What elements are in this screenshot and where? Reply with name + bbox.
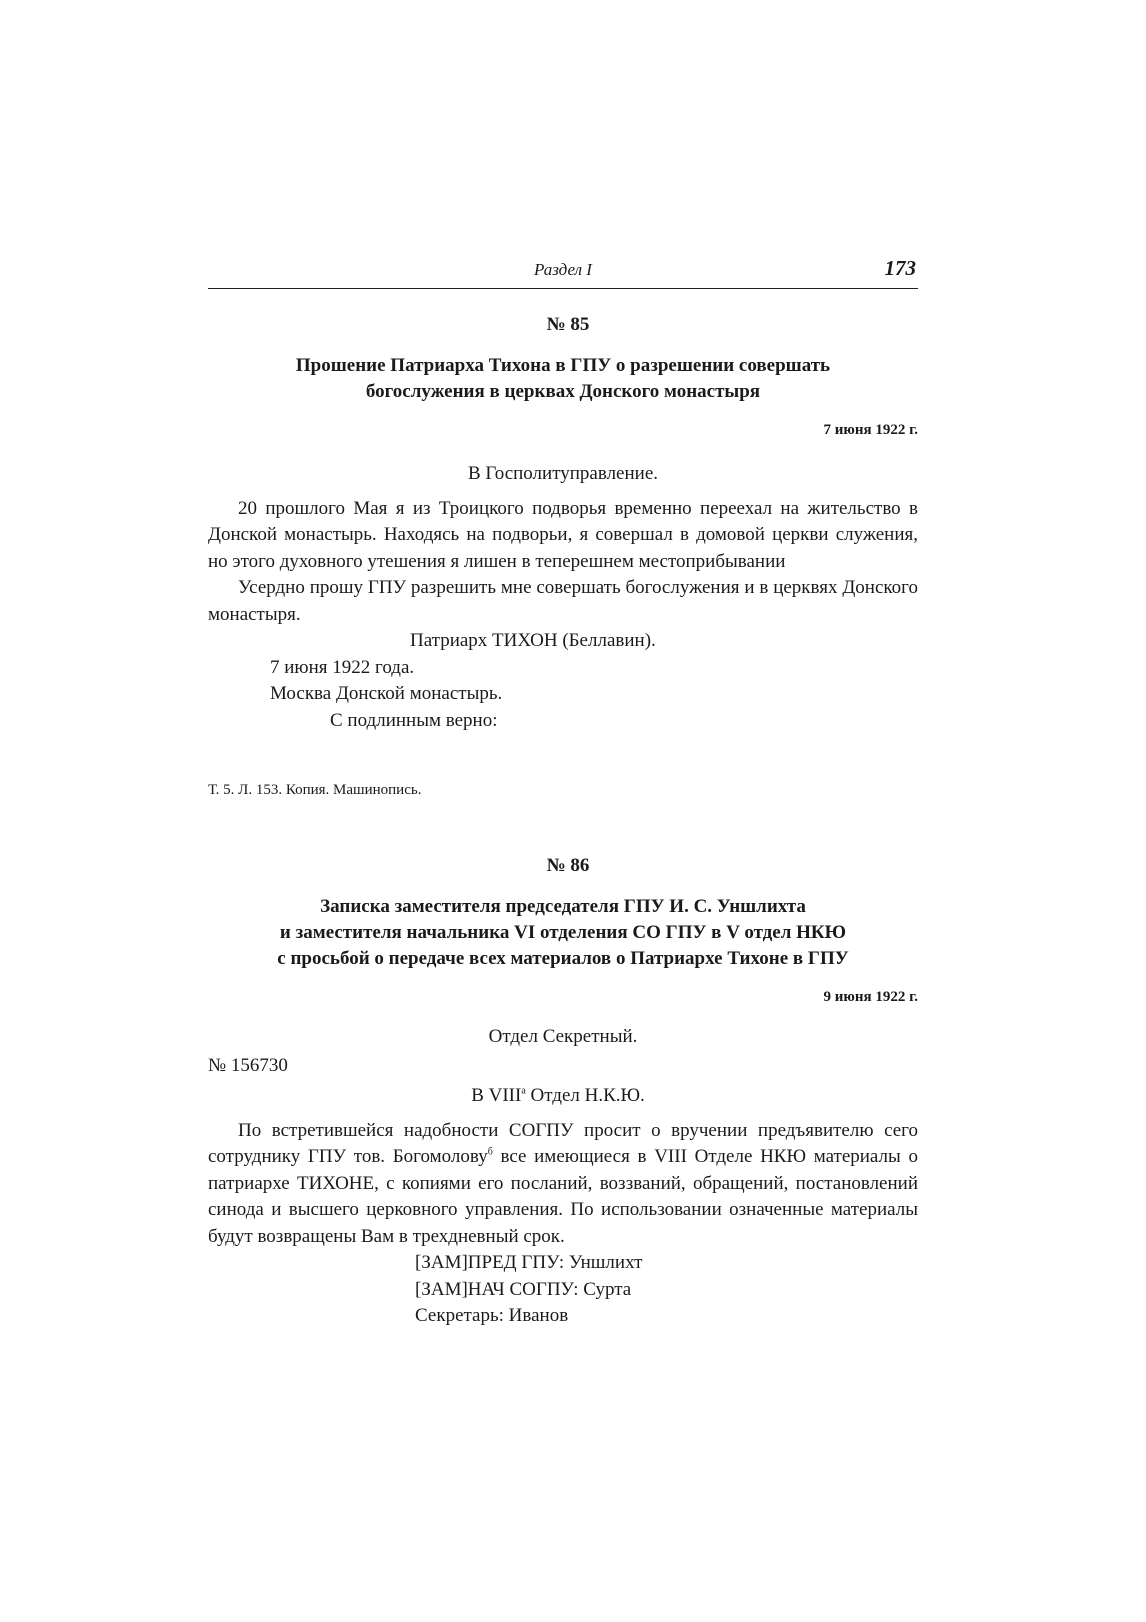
doc-title-line: Прошение Патриарха Тихона в ГПУ о разрешении совершать (295, 355, 831, 376)
signature: Патриарх ТИХОН (Беллавин). (410, 630, 656, 651)
signature: [ЗАМ]ПРЕД ГПУ: Уншлихт (415, 1252, 643, 1273)
footnote-marker: а (521, 1085, 526, 1097)
paragraph: 20 прошлого Мая я из Троицкого подворья временно переехал на жительство в Донской монастырь. Находясь на подворьи, я совершал в домовой церкви служения, но этого духовного утешения я лишен в теперешнем местоприбывании (208, 497, 918, 572)
doc-date: 9 июня 1922 г. (823, 989, 918, 1005)
doc-number: № 85 (546, 314, 590, 335)
doc-title-line: богослужения в церквах Донского монастыря (365, 381, 761, 402)
footnote-marker: б (487, 1146, 493, 1158)
page-number: 173 (884, 256, 916, 280)
addressee: В Госполитуправление. (467, 463, 659, 484)
doc-title-line: и заместителя начальника VI отделения СО ГПУ в V отдел НКЮ (279, 922, 847, 943)
doc-date: 7 июня 1922 г. (823, 422, 918, 438)
paragraph: Усердно прошу ГПУ разрешить мне совершать богослужения и в церквях Донского монастыря. (208, 577, 918, 625)
doc-title (208, 894, 918, 972)
doc-title (208, 353, 918, 405)
sign-place: Москва Донской монастырь. (270, 683, 503, 704)
running-header (208, 250, 918, 289)
document-85 (208, 314, 918, 799)
section-label: Раздел I (534, 260, 592, 279)
paragraph-text: По встретившейся надобности СОГПУ просит о вручении предъявителю сего сотруднику ГПУ тов. Богомолову (208, 1119, 918, 1167)
addressee-text: В VIII (471, 1085, 522, 1106)
document-86 (208, 855, 918, 1330)
sign-date: 7 июня 1922 года. (270, 656, 415, 678)
paragraph (208, 1118, 918, 1251)
source-note: Т. 5. Л. 153. Копия. Машинопись. (208, 782, 422, 798)
signature: [ЗАМ]НАЧ СОГПУ: Сурта (415, 1278, 632, 1300)
addressee (198, 1083, 918, 1110)
doc-body (208, 461, 918, 734)
registration-number: № 156730 (208, 1054, 288, 1076)
department-label: Отдел Секретный. (488, 1026, 638, 1047)
addressee-text: Отдел Н.К.Ю. (525, 1085, 645, 1106)
doc-title-line: с просьбой о передаче всех материалов о Патриархе Тихоне в ГПУ (277, 948, 849, 969)
doc-number: № 86 (546, 855, 590, 876)
document-page (208, 250, 918, 1330)
signature: Секретарь: Иванов (415, 1305, 569, 1326)
doc-body (208, 1024, 918, 1330)
certified-note: С подлинным верно: (330, 709, 498, 731)
paragraph-text: все имеющиеся в VIII Отделе НКЮ материалы о патриархе ТИХОНЕ, с копиями его посланий, воззваний, обращений, постановлений синода и высшего церковного управления. По использовании означенные материалы будут возвращены Вам в трехдневный срок. (208, 1146, 918, 1247)
doc-title-line: Записка заместителя председателя ГПУ И. С. Уншлихта (320, 896, 806, 917)
